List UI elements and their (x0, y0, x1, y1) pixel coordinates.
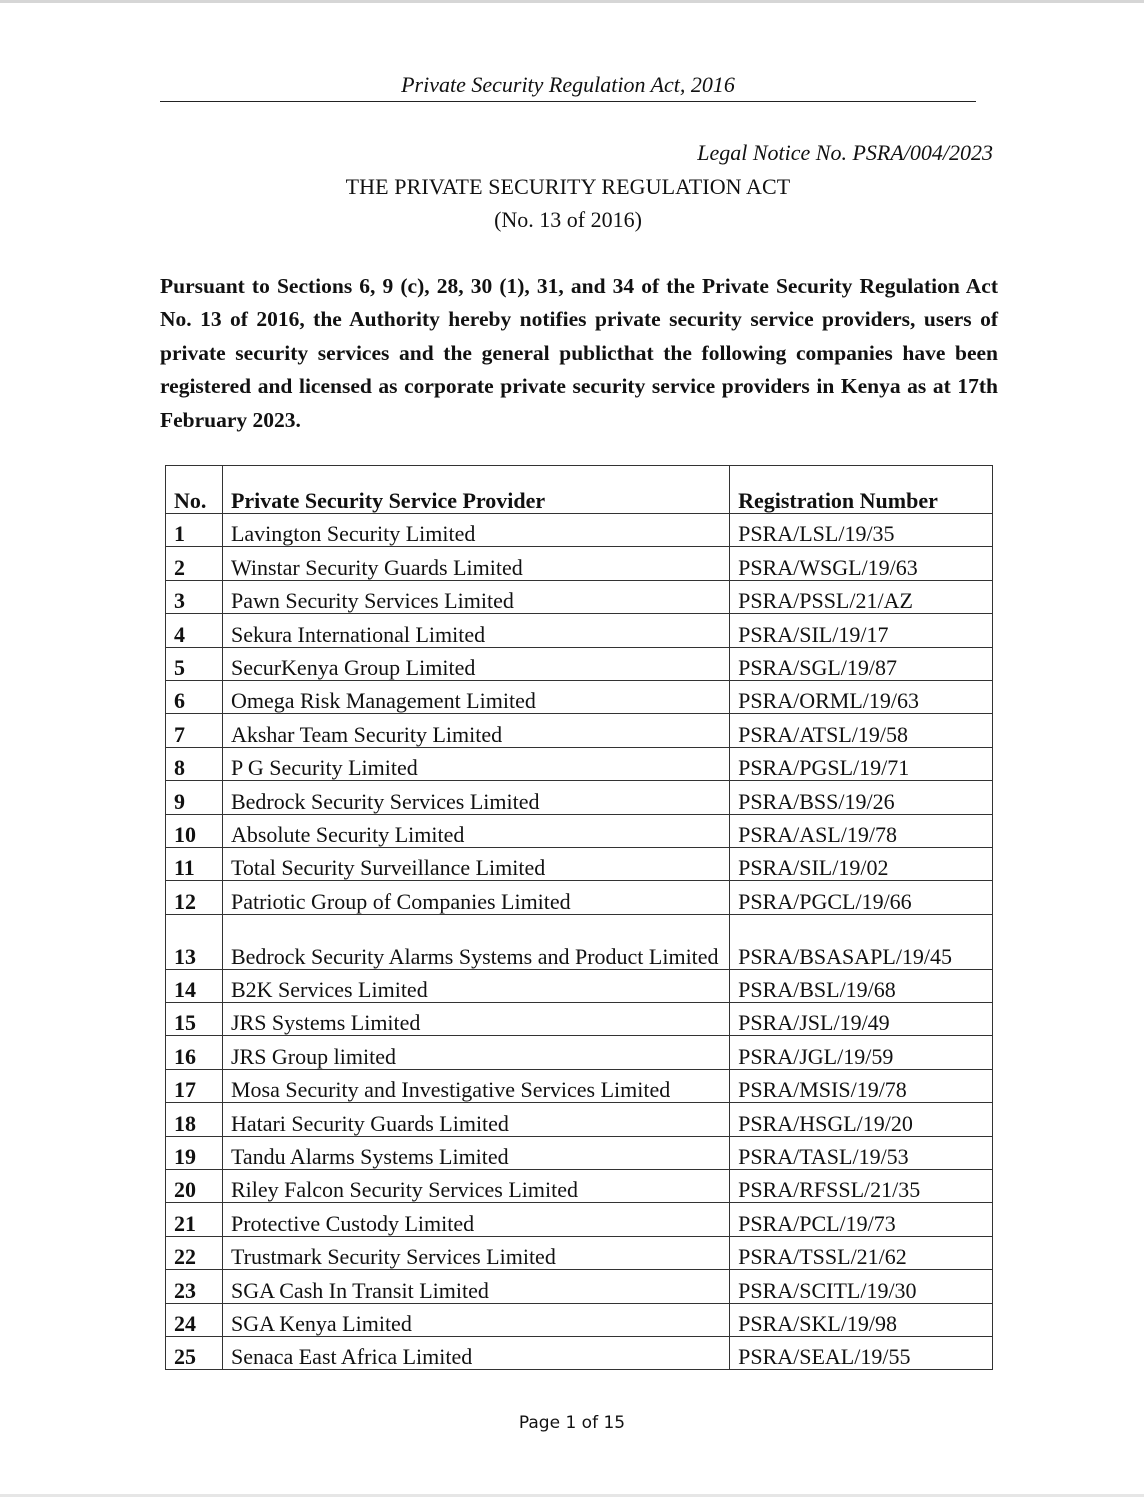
registration-number: PSRA/PCL/19/73 (730, 1203, 993, 1236)
row-number: 16 (166, 1036, 223, 1069)
provider-name: SGA Cash In Transit Limited (222, 1270, 729, 1303)
table-row (166, 781, 993, 814)
provider-name: Absolute Security Limited (222, 814, 729, 847)
registration-number: PSRA/TASL/19/53 (730, 1136, 993, 1169)
provider-name: B2K Services Limited (222, 969, 729, 1002)
registration-number: PSRA/PGCL/19/66 (730, 881, 993, 914)
provider-name: Riley Falcon Security Services Limited (222, 1170, 729, 1203)
registration-number: PSRA/MSIS/19/78 (730, 1069, 993, 1102)
table-row (166, 1003, 993, 1036)
provider-name: Tandu Alarms Systems Limited (222, 1136, 729, 1169)
table-row (166, 814, 993, 847)
table-row (166, 847, 993, 880)
header-provider: Private Security Service Provider (222, 466, 729, 514)
registration-number: PSRA/JSL/19/49 (730, 1003, 993, 1036)
registration-number: PSRA/SGL/19/87 (730, 647, 993, 680)
running-header: Private Security Regulation Act, 2016 (160, 70, 976, 102)
row-number: 15 (166, 1003, 223, 1036)
row-number: 20 (166, 1170, 223, 1203)
registration-number: PSRA/RFSSL/21/35 (730, 1170, 993, 1203)
provider-name: Lavington Security Limited (222, 514, 729, 547)
legal-notice-number: Legal Notice No. PSRA/004/2023 (697, 140, 993, 165)
registration-number: PSRA/SCITL/19/30 (730, 1270, 993, 1303)
table-header-row (166, 466, 993, 514)
provider-name: Total Security Surveillance Limited (222, 847, 729, 880)
registration-number: PSRA/LSL/19/35 (730, 514, 993, 547)
registration-number: PSRA/ORML/19/63 (730, 680, 993, 713)
row-number: 8 (166, 747, 223, 780)
row-number: 12 (166, 881, 223, 914)
table-row (166, 1103, 993, 1136)
table-row (166, 914, 993, 969)
registration-number: PSRA/PSSL/21/AZ (730, 580, 993, 613)
table-row (166, 881, 993, 914)
page-top-edge (0, 0, 1144, 3)
registration-number: PSRA/WSGL/19/63 (730, 547, 993, 580)
row-number: 3 (166, 580, 223, 613)
registration-number: PSRA/SIL/19/02 (730, 847, 993, 880)
provider-name: Protective Custody Limited (222, 1203, 729, 1236)
row-number: 6 (166, 680, 223, 713)
provider-name: Patriotic Group of Companies Limited (222, 881, 729, 914)
table-row (166, 614, 993, 647)
provider-name: SGA Kenya Limited (222, 1303, 729, 1336)
table-row (166, 1270, 993, 1303)
table-row (166, 714, 993, 747)
registration-number: PSRA/TSSL/21/62 (730, 1236, 993, 1269)
table-row (166, 580, 993, 613)
providers-table-body (166, 514, 993, 1370)
provider-name: Sekura International Limited (222, 614, 729, 647)
notice-paragraph: Pursuant to Sections 6, 9 (c), 28, 30 (1), 31, and 34 of the Private Security Regulation Act No. 13 of 2016, the Authority hereby notifies private security service providers, users of private security services and the general publicthat the following companies have been registered and licensed as corporate private security service providers in Kenya as at 17th February 2023. (160, 274, 998, 432)
row-number: 23 (166, 1270, 223, 1303)
row-number: 24 (166, 1303, 223, 1336)
row-number: 4 (166, 614, 223, 647)
provider-name: Mosa Security and Investigative Services Limited (222, 1069, 729, 1102)
row-number: 1 (166, 514, 223, 547)
row-number: 22 (166, 1236, 223, 1269)
registration-number: PSRA/BSS/19/26 (730, 781, 993, 814)
row-number: 2 (166, 547, 223, 580)
table-row (166, 1236, 993, 1269)
page-number: Page 1 of 15 (518, 1413, 626, 1433)
provider-name: Hatari Security Guards Limited (222, 1103, 729, 1136)
provider-name: Bedrock Security Alarms Systems and Product Limited (222, 914, 729, 969)
row-number: 21 (166, 1203, 223, 1236)
providers-table (165, 465, 993, 1370)
registration-number: PSRA/BSASAPL/19/45 (730, 914, 993, 969)
registration-number: PSRA/JGL/19/59 (730, 1036, 993, 1069)
row-number: 25 (166, 1336, 223, 1369)
registration-number: PSRA/SEAL/19/55 (730, 1336, 993, 1369)
header-no: No. (166, 466, 223, 514)
row-number: 18 (166, 1103, 223, 1136)
row-number: 14 (166, 969, 223, 1002)
provider-name: Omega Risk Management Limited (222, 680, 729, 713)
row-number: 19 (166, 1136, 223, 1169)
provider-name: P G Security Limited (222, 747, 729, 780)
provider-name: JRS Group limited (222, 1036, 729, 1069)
provider-name: Pawn Security Services Limited (222, 580, 729, 613)
table-row (166, 1170, 993, 1203)
table-row (166, 680, 993, 713)
row-number: 7 (166, 714, 223, 747)
row-number: 11 (166, 847, 223, 880)
row-number: 10 (166, 814, 223, 847)
table-row (166, 747, 993, 780)
provider-name: JRS Systems Limited (222, 1003, 729, 1036)
registration-number: PSRA/HSGL/19/20 (730, 1103, 993, 1136)
header-registration: Registration Number (730, 466, 993, 514)
registration-number: PSRA/PGSL/19/71 (730, 747, 993, 780)
table-row (166, 514, 993, 547)
table-row (166, 1036, 993, 1069)
table-row (166, 1136, 993, 1169)
row-number: 5 (166, 647, 223, 680)
provider-name: Senaca East Africa Limited (222, 1336, 729, 1369)
row-number: 13 (166, 914, 223, 969)
row-number: 17 (166, 1069, 223, 1102)
table-row (166, 1336, 993, 1369)
provider-name: SecurKenya Group Limited (222, 647, 729, 680)
registration-number: PSRA/SIL/19/17 (730, 614, 993, 647)
provider-name: Akshar Team Security Limited (222, 714, 729, 747)
table-row (166, 1203, 993, 1236)
provider-name: Winstar Security Guards Limited (222, 547, 729, 580)
table-row (166, 647, 993, 680)
table-row (166, 969, 993, 1002)
registration-number: PSRA/SKL/19/98 (730, 1303, 993, 1336)
table-row (166, 547, 993, 580)
provider-name: Trustmark Security Services Limited (222, 1236, 729, 1269)
registration-number: PSRA/ATSL/19/58 (730, 714, 993, 747)
registration-number: PSRA/BSL/19/68 (730, 969, 993, 1002)
act-number: (No. 13 of 2016) (494, 207, 642, 232)
provider-name: Bedrock Security Services Limited (222, 781, 729, 814)
table-row (166, 1069, 993, 1102)
row-number: 9 (166, 781, 223, 814)
table-row (166, 1303, 993, 1336)
act-title: THE PRIVATE SECURITY REGULATION ACT (345, 174, 791, 199)
registration-number: PSRA/ASL/19/78 (730, 814, 993, 847)
